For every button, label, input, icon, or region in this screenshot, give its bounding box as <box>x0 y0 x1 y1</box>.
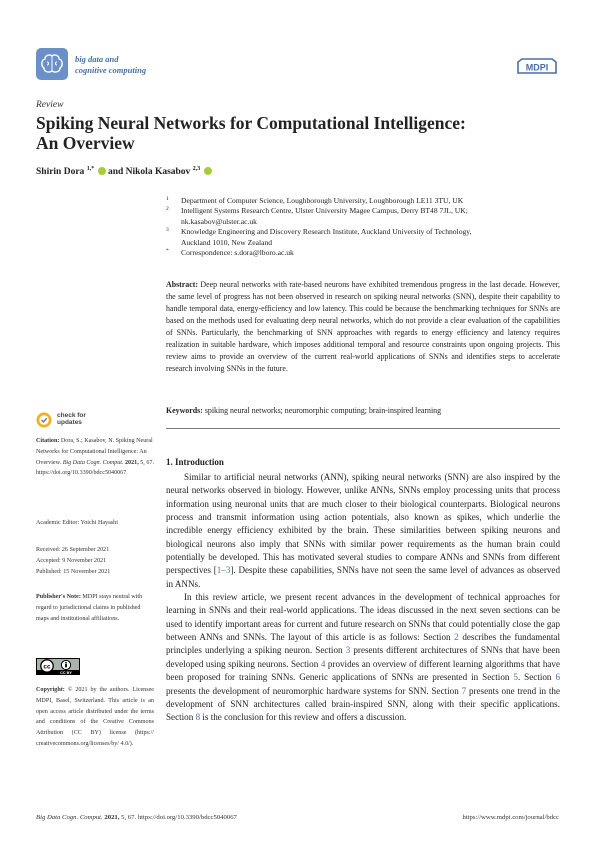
body-paragraph <box>166 591 560 724</box>
section-link[interactable]: 7 <box>461 685 467 696</box>
author-affiliation-marker: 2,3 <box>192 166 201 172</box>
paragraph-text: . Section <box>517 672 556 683</box>
affiliation-text: Intelligent Systems Research Centre, Ulster University Magee Campus, Derry BT48 7JL, UK; <box>181 206 468 216</box>
publisher-note-label: Publisher's Note: <box>36 594 81 600</box>
affiliations <box>166 196 566 258</box>
footer-year: 2021, <box>104 814 120 821</box>
check-for-updates-label <box>57 412 86 427</box>
reference-link[interactable]: 1–3 <box>216 565 231 576</box>
section-divider <box>166 428 560 429</box>
abstract <box>166 279 560 375</box>
affiliation <box>166 196 566 206</box>
affiliation-text: Knowledge Engineering and Discovery Research Institute, Auckland University of Technology, <box>181 227 472 237</box>
affiliation <box>166 217 566 227</box>
publication-dates <box>36 545 154 577</box>
academic-editor: Academic Editor: Yoichi Hayashi <box>36 520 118 526</box>
paragraph-text: ]. Despite these capabilities, SNNs have not seen the same level of advances as observed in ANNs. <box>166 565 560 589</box>
correspondence-email[interactable]: Correspondence: s.dora@lboro.ac.uk <box>181 248 294 258</box>
abstract-text: Deep neural networks with rate-based neurons have exhibited tremendous progress in the last decade. However, the same level of progress has not been observed in research on spiking neural networks (SNN), despite their capability to handle temporal data, energy-efficiency and low latency. This could be because the benchmarking techniques for SNNs are based on the methods used for evaluating deep neural networks, which do not provide a clear evaluation of the capabilities of SNNs. Particularly, the benchmarking of SNN approaches with regards to energy efficiency and latency requires realization in suitable hardware, which imposes additional temporal and resource constraints upon ongoing projects. This review aims to provide an overview of the current real-world applications of SNNs and identifies steps to accelerate research involving SNNs in the future. <box>166 280 560 373</box>
correspondence-marker: * <box>166 248 169 255</box>
section-link[interactable]: 8 <box>195 712 201 723</box>
paragraph-text: describes the fundamental principles underlying a spiking neuron. Section <box>166 632 560 656</box>
keywords <box>166 406 560 415</box>
affiliation <box>166 227 566 237</box>
section-link[interactable]: 2 <box>454 632 459 643</box>
copyright-label: Copyright: <box>36 687 65 693</box>
affiliation-number: 1 <box>166 196 169 202</box>
paragraph-text: Similar to artificial neural networks (ANN), spiking neural networks (SNN) are also inspired by the neural networks observed in biology. However, unlike ANNs, SNNs employ processing units that process information using neuronal units that are much closer to their biological counterparts. Biological neurons process and transmit information using action potentials, also known as spikes, which underlie the incredible energy efficiency exhibited by the brain. These similarities between spiking neurons and biological neurons also imply that SNNs with similar power requirements as the human brain could potentially be developed. This has motivated several studies to compare ANNs and SNNs from different perspectives [ <box>166 472 560 576</box>
citation-block <box>36 436 154 479</box>
journal-name-line2: cognitive computing <box>75 65 147 75</box>
published-date: Published: 15 November 2021 <box>36 568 111 575</box>
author-conjunction: and <box>107 167 124 178</box>
orcid-icon[interactable] <box>98 167 106 175</box>
mdpi-logo-text: MDPI <box>525 62 549 73</box>
keywords-label: Keywords: <box>166 406 203 415</box>
cc-by-license-icon[interactable] <box>36 658 80 675</box>
paragraph-text: provides an overview of different learning algorithms that have been proposed for training SNNs. Generic applications of SNNs are presented in Section <box>166 658 560 683</box>
received-date: Received: 26 September 2021 <box>36 547 110 553</box>
citation-year: 2021, <box>125 459 139 466</box>
publisher-note-text: MDPI stays neutral with regard to jurisdictional claims in published maps and institutional affiliations. <box>36 594 143 622</box>
section-link[interactable]: 6 <box>555 672 560 683</box>
abstract-label: Abstract: <box>166 280 198 289</box>
author-name[interactable]: Shirin Dora <box>36 167 85 178</box>
article-type: Review <box>36 100 64 110</box>
author-name[interactable]: Nikola Kasabov <box>125 167 191 178</box>
author-affiliation-marker: 1,* <box>86 166 95 172</box>
citation-text: Dora, S.; Kasabov, N. Spiking Neural Networks for Computational Intelligence: An Overview. <box>36 438 153 466</box>
svg-text:cc: cc <box>43 663 51 671</box>
keywords-text: spiking neural networks; neuromorphic computing; brain-inspired learning <box>204 406 442 415</box>
accepted-date: Accepted: 9 November 2021 <box>36 557 107 564</box>
footer-doi-link[interactable]: 5, 67. https://doi.org/10.3390/bdcc5040067 <box>121 814 237 821</box>
affiliation-text: Auckland 1010, New Zealand <box>181 237 273 247</box>
copyright-text: © 2021 by the authors. Licensee MDPI, Basel, Switzerland. This article is an open access article distributed under the terms and conditions of the Creative Commons Attribution (CC BY) license (https:// creativecommons.org/licenses/by/ 4.0/). <box>36 687 154 747</box>
article-title-line1: Spiking Neural Networks for Computational Intelligence: <box>36 113 466 133</box>
paragraph-text: presents the development of neuromorphic hardware systems for SNN. Section <box>166 685 462 696</box>
footer-citation <box>36 814 237 821</box>
check-for-updates-icon <box>36 412 52 428</box>
cc-badge-text: CC BY <box>60 671 72 675</box>
copyright-block <box>36 685 154 750</box>
footer-journal-url[interactable]: https://www.mdpi.com/journal/bdcc <box>462 814 559 821</box>
correspondence <box>166 248 566 258</box>
affiliation-text: Department of Computer Science, Loughborough University, Loughborough LE11 3TU, UK <box>181 196 464 205</box>
check-for-updates-line2: updates <box>57 419 82 427</box>
affiliation-number: 2 <box>166 206 169 213</box>
publisher-note <box>36 592 154 624</box>
author-list <box>36 166 212 177</box>
journal-name <box>75 54 146 76</box>
paragraph-text: is the conclusion for this review and offers a discussion. <box>200 712 407 723</box>
body-paragraph <box>166 471 560 591</box>
affiliation <box>166 206 566 216</box>
paragraph-text: In this review article, we present recent advances in the development of technical approaches for learning in SNNs and their real-world applications. The ideas discussed in the next seven sections can be used to identify important areas for current and future research on SNNs that could potentially close the gap between ANNs and SNNs. The layout of this article is as follows: Section <box>166 592 560 643</box>
journal-name-line1: big data and <box>75 54 119 64</box>
affiliation-email[interactable]: nk.kasabov@ulster.ac.uk <box>181 216 257 226</box>
article-title <box>36 113 556 153</box>
affiliation-number: 3 <box>166 227 169 234</box>
check-for-updates-badge[interactable] <box>36 410 156 430</box>
citation-journal: Big Data Cogn. Comput. <box>62 459 124 466</box>
footer-journal: Big Data Cogn. Comput. <box>36 814 103 821</box>
orcid-icon[interactable] <box>204 167 212 175</box>
affiliation <box>166 238 566 248</box>
paragraph-text: presents one trend in the development of SNN architectures called brain-inspired SNN, along with their specific applications. Section <box>166 685 560 723</box>
check-for-updates-line1: check for <box>57 412 86 419</box>
journal-brain-logo-icon <box>36 48 68 80</box>
article-title-line2: An Overview <box>36 133 135 153</box>
introduction-body <box>166 471 560 725</box>
citation-doi-link[interactable]: 5, 67. https://doi.org/10.3390/bdcc5040067 <box>36 459 154 477</box>
mdpi-logo-icon <box>516 57 558 75</box>
citation-label: Citation: <box>36 438 60 444</box>
section-heading-introduction: 1. Introduction <box>166 457 224 467</box>
section-link[interactable]: 3 <box>345 645 351 656</box>
section-link[interactable]: 4 <box>320 658 326 669</box>
section-link[interactable]: 5 <box>513 672 518 683</box>
paragraph-text: presents different architectures of SNNs that have been developed using spiking neurons. Section <box>166 645 560 669</box>
